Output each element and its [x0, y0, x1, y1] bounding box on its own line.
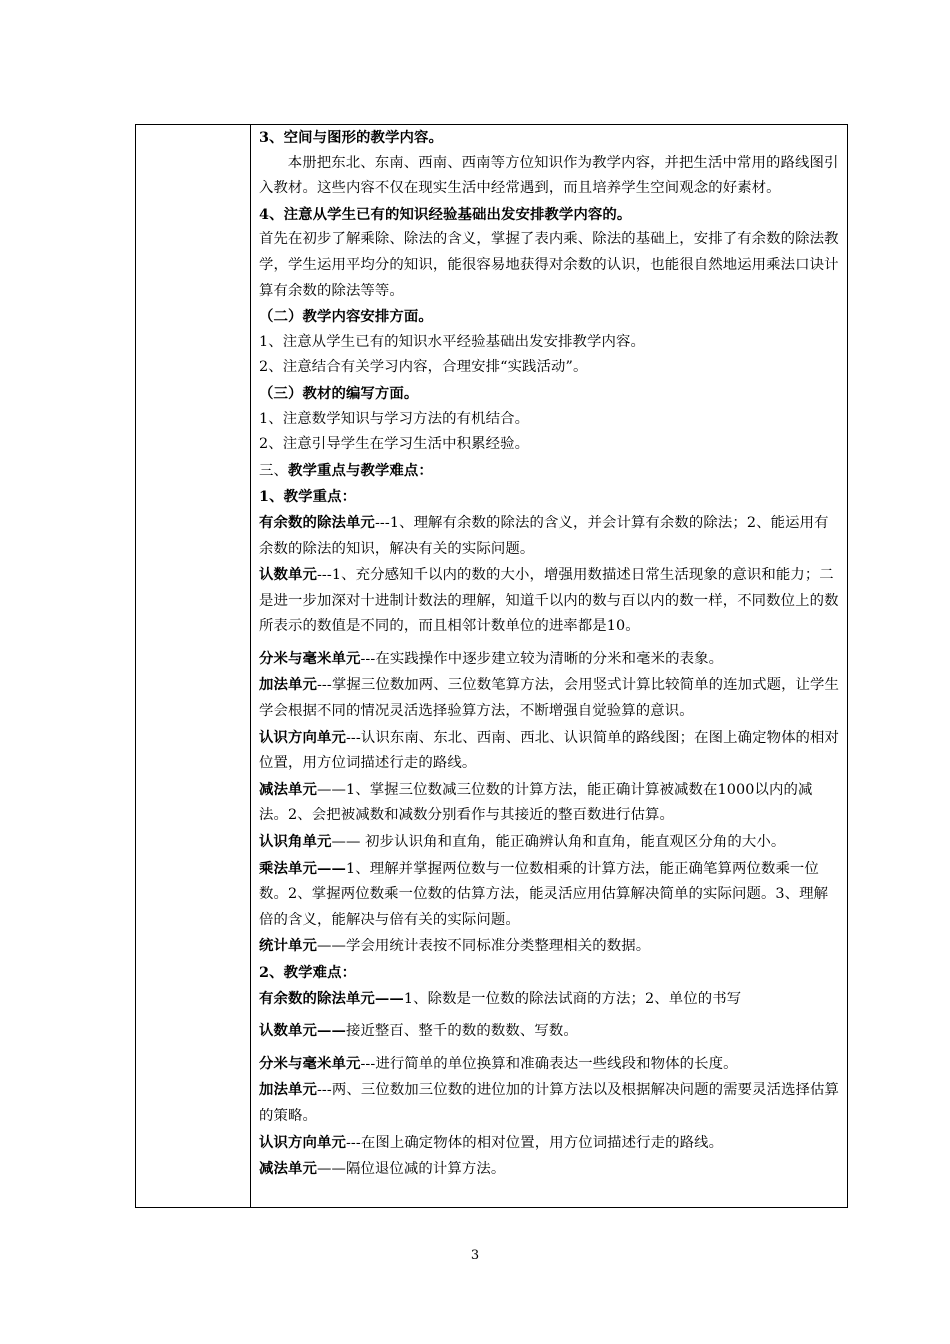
key-point-item: 减法单元——1、掌握三位数减三位数的计算方法，能正确计算被减数在1000以内的减法。2、会把被减数和减数分别看作与其接近的整百数进行估算。 [259, 780, 813, 824]
difficult-point-item: 分米与毫米单元---进行简单的单位换算和准确表达一些线段和物体的长度。 [259, 1054, 738, 1072]
key-point-item: 认识角单元—— 初步认识角和直角，能正确辨认角和直角，能直观区分角的大小。 [259, 833, 786, 851]
page-number: 3 [470, 1248, 480, 1263]
heading-content-arrangement: （二）教学内容安排方面。 [259, 308, 433, 326]
key-point-item: 统计单元——学会用统计表按不同标准分类整理相关的数据。 [259, 937, 651, 955]
writing-item-2: 2、注意引导学生在学习生活中积累经验。 [259, 436, 530, 453]
heading-textbook-writing: （三）教材的编写方面。 [259, 384, 419, 402]
paragraph-knowledge-base: 首先在初步了解乘除、除法的含义，掌握了表内乘、除法的基础上，安排了有余数的除法教学，学生运用平均分的知识，能很容易地获得对余数的认识，也能很自然地运用乘法口诀计算有余数的除法等等。 [259, 231, 839, 299]
key-point-item: 加法单元---掌握三位数加两、三位数笔算方法，会用竖式计算比较简单的连加式题，让学生学会根据不同的情况灵活选择验算方法，不断增强自觉验算的意识。 [259, 676, 840, 720]
difficult-point-item: 有余数的除法单元——1、除数是一位数的除法试商的方法；2、单位的书写 [259, 989, 742, 1007]
key-point-item: 认识方向单元---认识东南、东北、西南、西北、认识简单的路线图；在图上确定物体的相对位置，用方位词描述行走的路线。 [259, 728, 840, 772]
heading-knowledge-base: 4、注意从学生已有的知识经验基础出发安排教学内容的。 [259, 205, 632, 223]
difficult-point-item: 加法单元---两、三位数加三位数的进位加的计算方法以及根据解决问题的需要灵活选择估算的策略。 [259, 1081, 840, 1124]
difficult-point-item: 认数单元——接近整百、整千的数的数数、写数。 [259, 1022, 578, 1040]
heading-space-shape: 3、空间与图形的教学内容。 [259, 129, 444, 146]
key-point-item: 认数单元---1、充分感知千以内的数的大小，增强用数描述日常生活现象的意识和能力；二是进一步加深对十进制计数法的理解，知道千以内的数与百以内的数一样，不同数位上的数所表示的数值是不同的，而且相邻计数单位的进率都是10。 [259, 566, 839, 635]
heading-section-3: 三、教学重点与教学难点： [259, 461, 433, 479]
difficult-point-item: 减法单元——隔位退位减的计算方法。 [259, 1160, 506, 1178]
arrangement-item-1: 1、注意从学生已有的知识水平经验基础出发安排教学内容。 [259, 333, 646, 350]
difficult-point-item: 认识方向单元---在图上确定物体的相对位置，用方位词描述行走的路线。 [259, 1133, 724, 1151]
arrangement-item-2: 2、注意结合有关学习内容，合理安排“实践活动”。 [259, 359, 588, 376]
heading-difficult-points: 2、教学难点： [259, 964, 357, 981]
heading-key-points: 1、教学重点： [259, 488, 357, 506]
table-content-cell [259, 125, 841, 1183]
writing-item-1: 1、注意数学知识与学习方法的有机结合。 [259, 410, 530, 427]
paragraph-space-shape: 本册把东北、东南、西南、西南等方位知识作为教学内容，并把生活中常用的路线图引入教材。这些内容不仅在现实生活中经常遇到，而且培养学生空间观念的好素材。 [259, 154, 839, 197]
content-table [135, 124, 848, 1208]
table-left-column [136, 125, 251, 1207]
key-point-item: 有余数的除法单元---1、理解有余数的除法的含义，并会计算有余数的除法；2、能运用有余数的除法的知识，解决有关的实际问题。 [259, 513, 829, 557]
key-point-item: 分米与毫米单元---在实践操作中逐步建立较为清晰的分米和毫米的表象。 [259, 649, 724, 667]
key-point-item: 乘法单元——1、理解并掌握两位数与一位数相乘的计算方法，能正确笔算两位数乘一位数。2、掌握两位数乘一位数的估算方法，能灵活应用估算解决简单的实际问题。3、理解倍的含义，能解决与倍有关的实际问题。 [259, 859, 829, 928]
